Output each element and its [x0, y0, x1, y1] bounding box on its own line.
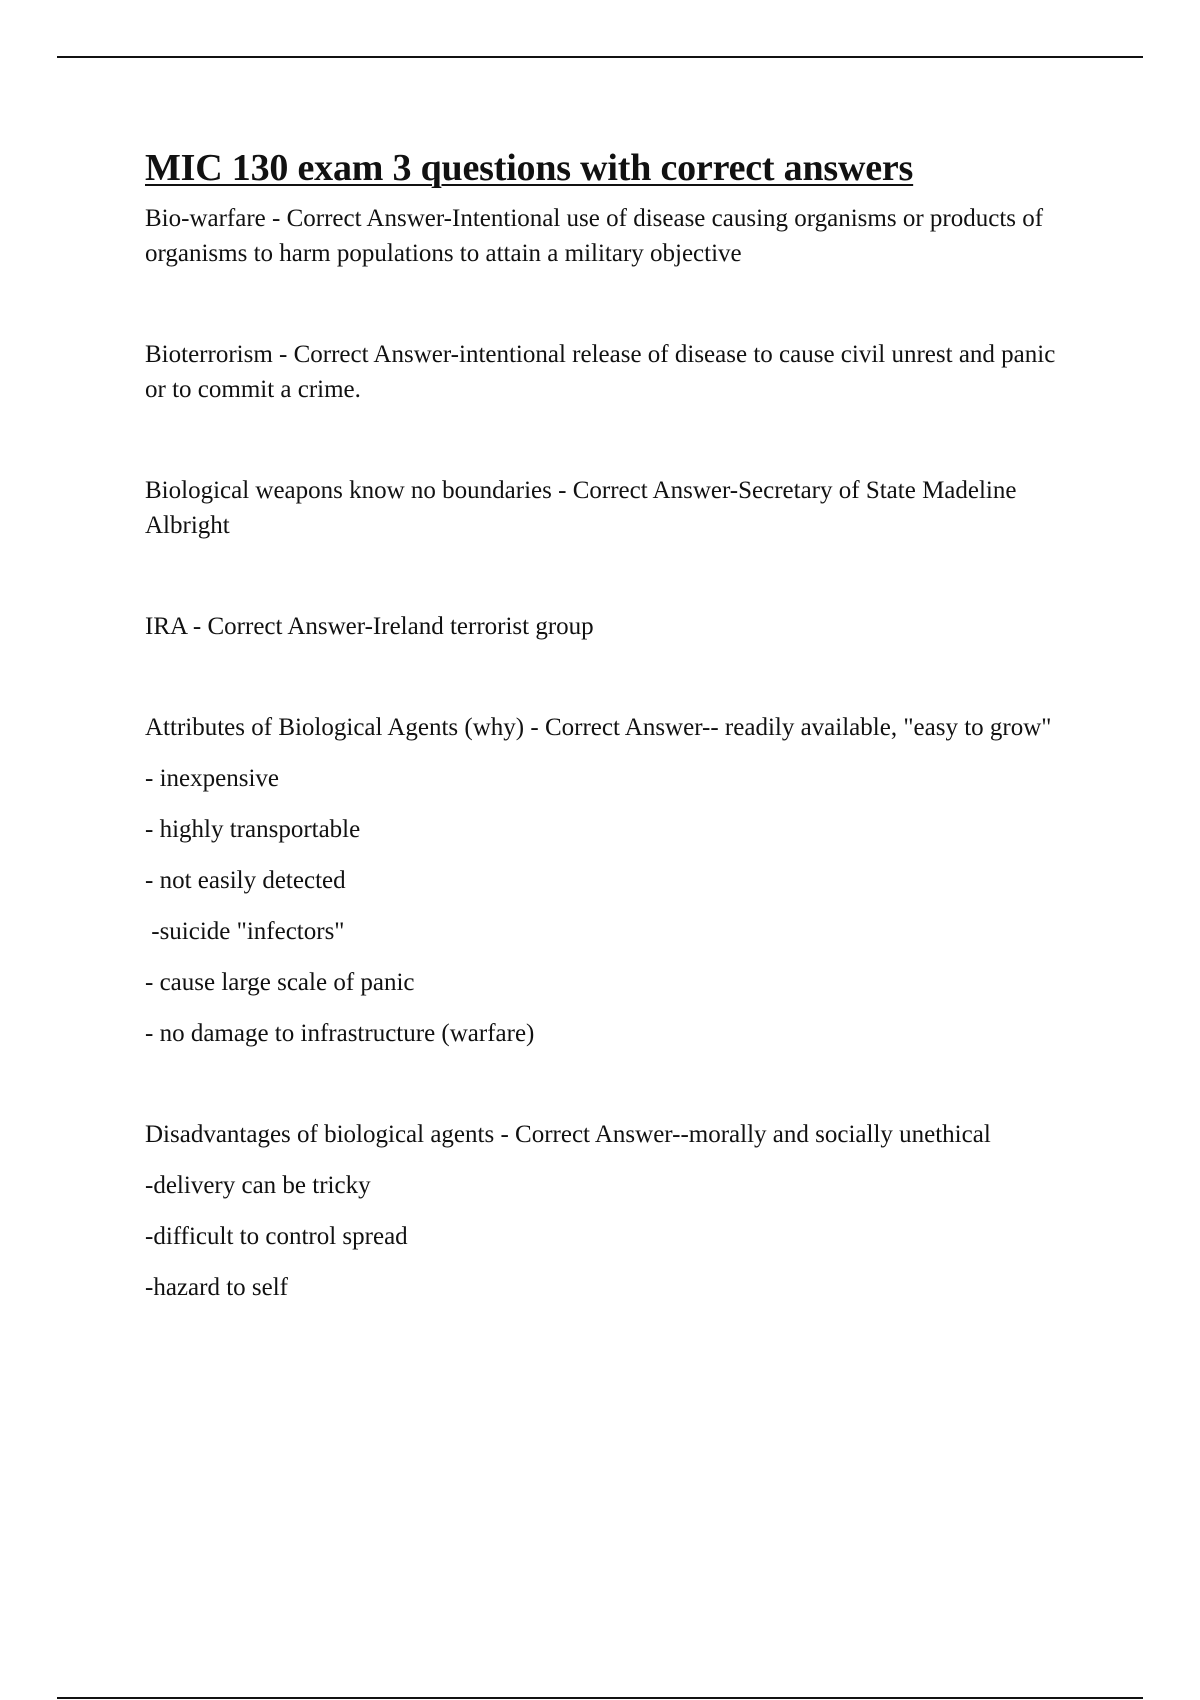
qa-subitem: - not easily detected — [145, 867, 346, 894]
qa-entry-text: Bioterrorism - Correct Answer-intentional release of disease to cause civil unrest and panic or to commit a crime. — [145, 341, 1056, 403]
qa-subitem: - highly transportable — [145, 816, 361, 843]
qa-entry-text: Biological weapons know no boundaries - Correct Answer-Secretary of State Madeline Albright — [145, 477, 1017, 539]
qa-entry-text: Attributes of Biological Agents (why) - Correct Answer-- readily available, "easy to grow" — [145, 714, 1052, 741]
qa-subitem: -difficult to control spread — [145, 1223, 408, 1250]
document-body — [145, 145, 1080, 1305]
top-divider — [57, 56, 1143, 58]
qa-entry-ira — [145, 609, 1080, 644]
qa-subitem: - no damage to infrastructure (warfare) — [145, 1020, 535, 1047]
qa-entry-disadvantages — [145, 1117, 1080, 1305]
qa-entry-bio-warfare — [145, 201, 1080, 271]
qa-subitem: - cause large scale of panic — [145, 969, 415, 996]
qa-entry-biological-weapons — [145, 473, 1080, 543]
qa-entry-text: Disadvantages of biological agents - Correct Answer--morally and socially unethical — [145, 1121, 991, 1148]
qa-subitem: - inexpensive — [145, 765, 279, 792]
qa-entry-bioterrorism — [145, 337, 1080, 407]
qa-subitem: -hazard to self — [145, 1274, 288, 1301]
document-title: MIC 130 exam 3 questions with correct answers — [145, 147, 914, 189]
qa-entry-attributes — [145, 710, 1080, 1051]
qa-subitem: -suicide "infectors" — [145, 918, 345, 945]
qa-subitem: -delivery can be tricky — [145, 1172, 371, 1199]
qa-entry-text: Bio-warfare - Correct Answer-Intentional use of disease causing organisms or products of organisms to harm populations to attain a military objective — [145, 205, 1044, 267]
bottom-divider — [57, 1697, 1143, 1699]
qa-entry-text: IRA - Correct Answer-Ireland terrorist group — [145, 613, 594, 640]
